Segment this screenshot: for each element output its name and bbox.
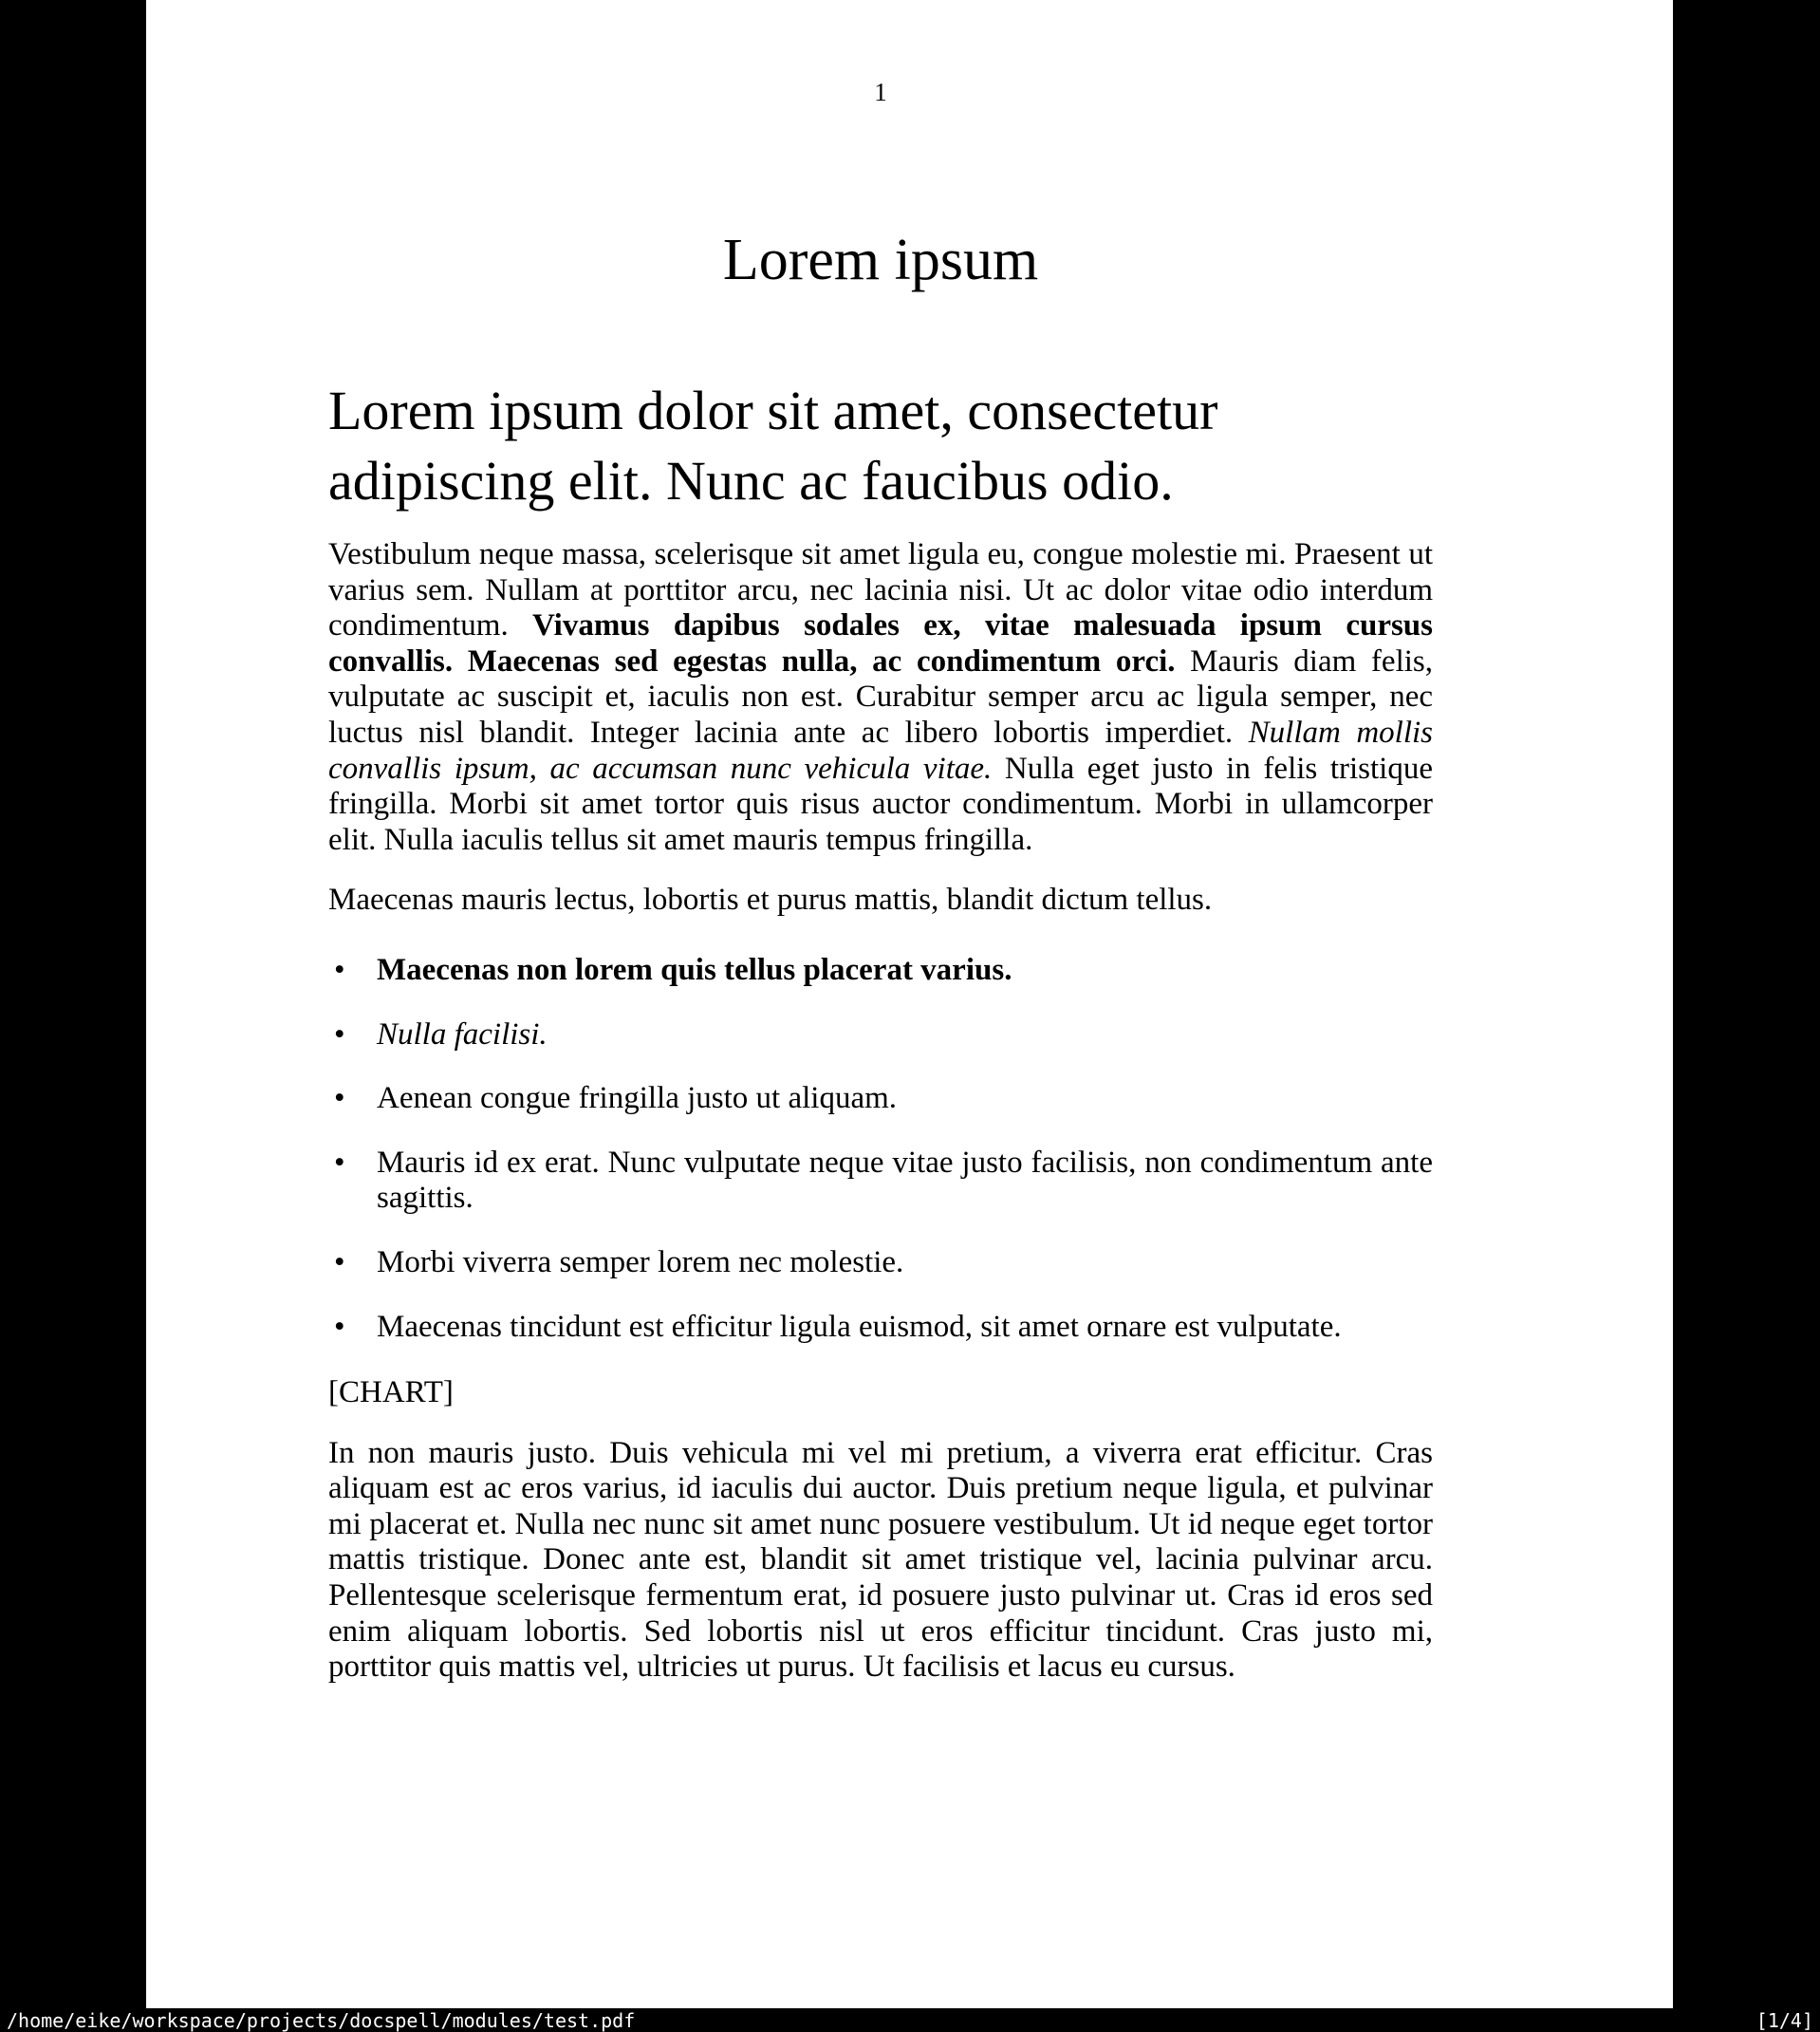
page-number: 1 [874,78,887,106]
statusbar [0,2008,1820,2032]
list-item: • Morbi viverra semper lorem nec molestie. [328,1245,1433,1281]
list-item: • Aenean congue fringilla justo ut aliquam. [328,1081,1433,1117]
list-item: • Maecenas tincidunt est efficitur ligula euismod, sit amet ornare est vulputate. [328,1310,1433,1346]
paragraph-1: Vestibulum neque massa, scelerisque sit amet ligula eu, congue molestie mi. Praesent ut varius sem. Nullam at porttitor arcu, nec lacinia nisi. Ut ac dolor vitae odio interdum condimentum. Vivamus dapibus sodales ex, vitae malesuada ipsum cursus convallis. Maecenas sed egestas nulla, ac condimentum orci. Mauris diam felis, vulputate ac suscipit et, iaculis non est. Curabitur semper arcu ac ligula semper, nec luctus nisl blandit. Integer lacinia ante ac libero lobortis imperdiet. Nullam mollis convallis ipsum, ac accumsan nunc vehicula vitae. Nulla eget justo in felis tristique fringilla. Morbi sit amet tortor quis risus auctor condimentum. Morbi in ullamcorper elit. Nulla iaculis tellus sit amet mauris tempus fringilla. [328,537,1434,857]
statusbar-page-indicator: [1/4] [1755,2008,1813,2032]
page-content [328,0,1433,1686]
chart-placeholder: [CHART] [328,1375,454,1410]
document-page[interactable] [146,0,1673,2008]
list-item: • Mauris id ex erat. Nunc vulputate neque vitae justo facilisis, non condimentum ante sagittis. [328,1146,1433,1217]
statusbar-file-path: /home/eike/workspace/projects/docspell/modules/test.pdf [7,2008,636,2032]
list-item: • Maecenas non lorem quis tellus placerat varius. [328,953,1433,989]
section-heading: Lorem ipsum dolor sit amet, consectetur adipiscing elit. Nunc ac faucibus odio. [328,380,1218,512]
document-title: Lorem ipsum [722,228,1039,292]
paragraph-3: In non mauris justo. Duis vehicula mi vel mi pretium, a viverra erat efficitur. Cras aliquam est ac eros varius, id iaculis dui auctor. Duis pretium neque ligula, et pulvinar mi placerat et. Nulla nec nunc sit amet nunc posuere vestibulum. Ut id neque eget tortor mattis tristique. Donec ante est, blandit sit amet tristique vel, lacinia pulvinar arcu. Pellentesque scelerisque fermentum erat, id posuere justo pulvinar ut. Cras id eros sed enim aliquam lobortis. Sed lobortis nisl ut eros efficitur tincidunt. Cras justo mi, porttitor quis mattis vel, ultricies ut purus. Ut facilisis et lacus eu cursus. [328,1435,1433,1685]
bullet-list [328,953,1433,1345]
list-item: • Nulla facilisi. [328,1017,1433,1053]
paragraph-2: Maecenas mauris lectus, lobortis et purus mattis, blandit dictum tellus. [328,883,1213,918]
